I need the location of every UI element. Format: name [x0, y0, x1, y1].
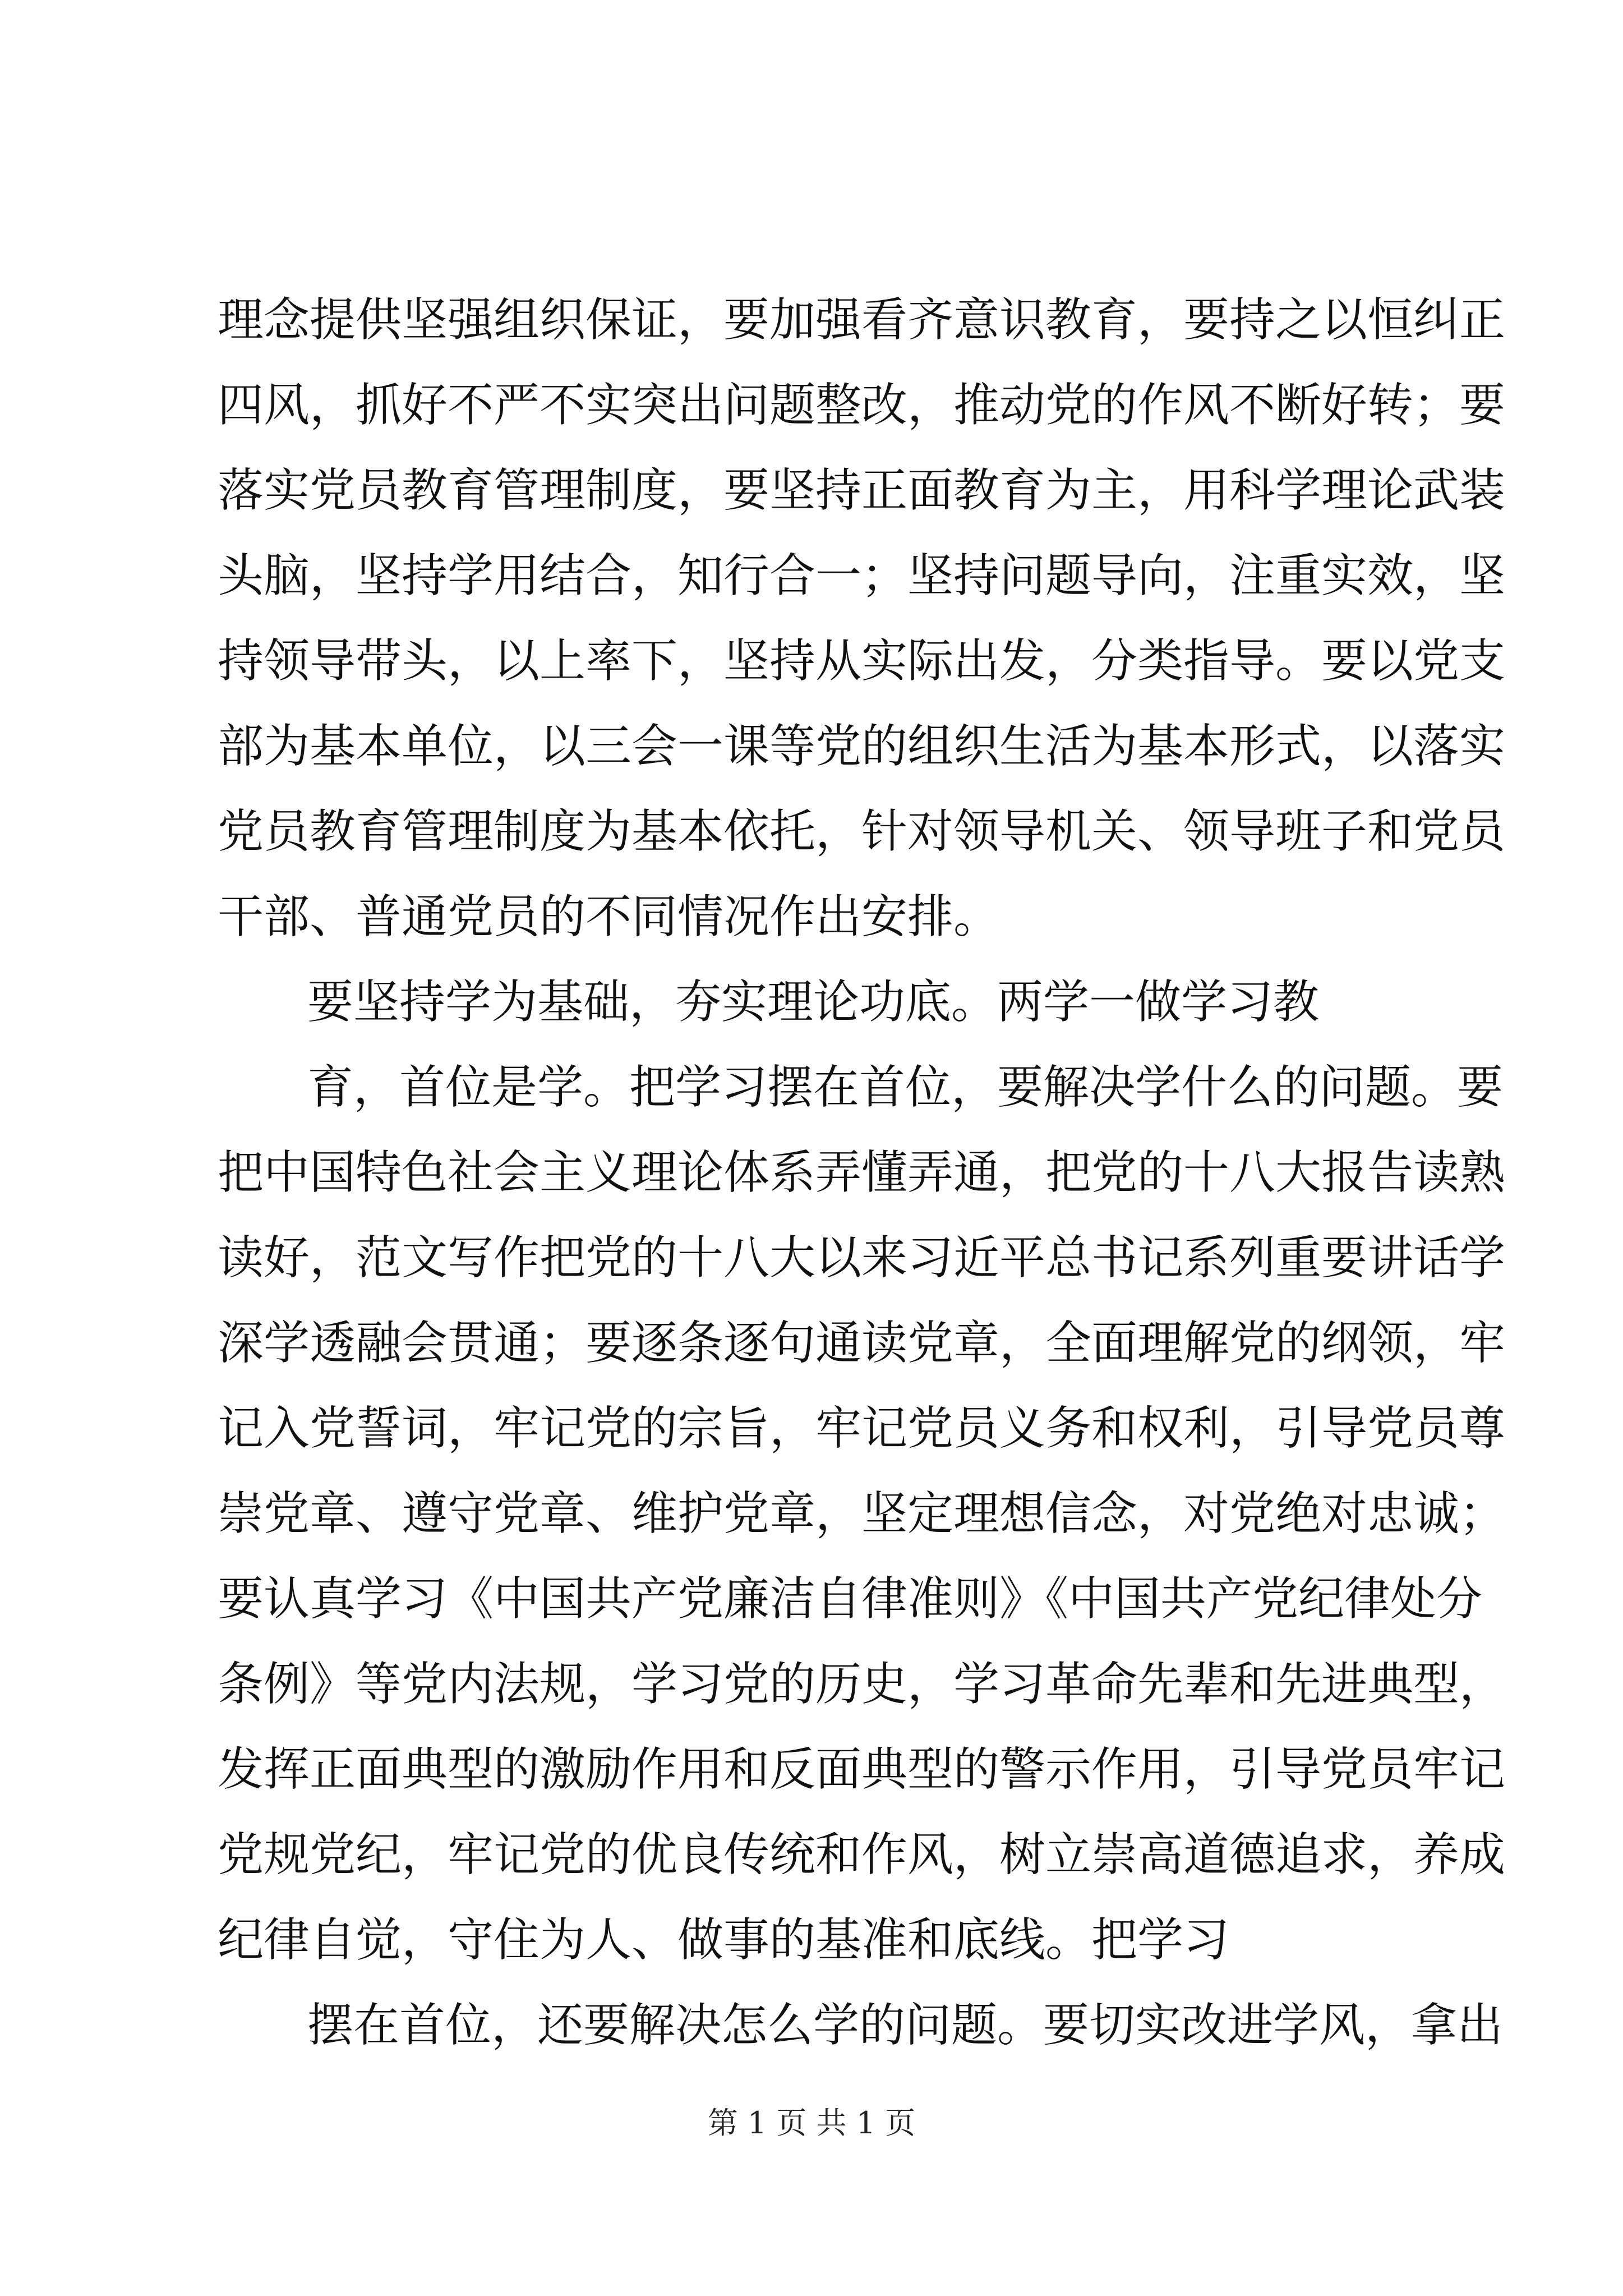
text-line-15: 崇党章、遵守党章、维护党章，坚定理想信念，对党绝对忠诚； — [218, 1487, 1506, 1540]
text-line-17: 条例》等党内法规，学习党的历史，学习革命先辈和先进典型， — [218, 1658, 1506, 1711]
text-line-11: 把中国特色社会主义理论体系弄懂弄通，把党的十八大报告读熟 — [218, 1146, 1506, 1199]
text-line-8: 干部、普通党员的不同情况作出安排。 — [218, 890, 1000, 944]
text-line-4: 头脑，坚持学用结合，知行合一；坚持问题导向，注重实效，坚 — [218, 549, 1506, 602]
page-number: 第 1 页 共 1 页 — [707, 2105, 916, 2141]
text-line-6: 部为基本单位，以三会一课等党的组织生活为基本形式，以落实 — [218, 720, 1506, 773]
text-line-9: 要坚持学为基础，夯实理论功底。两学一做学习教 — [307, 976, 1320, 1029]
text-line-18: 发挥正面典型的激励作用和反面典型的警示作用，引导党员牢记 — [218, 1743, 1506, 1796]
text-line-7: 党员教育管理制度为基本依托，针对领导机关、领导班子和党员 — [218, 805, 1506, 858]
text-line-16: 要认真学习《中国共产党廉洁自律准则》《中国共产党纪律处分 — [218, 1572, 1483, 1626]
text-line-20: 纪律自觉，守住为人、做事的基准和底线。把学习 — [218, 1913, 1230, 1967]
text-line-2: 四风，抓好不严不实突出问题整改，推动党的作风不断好转；要 — [218, 379, 1506, 432]
text-line-13: 深学透融会贯通；要逐条逐句通读党章，全面理解党的纲领，牢 — [218, 1317, 1506, 1370]
text-line-14: 记入党誓词，牢记党的宗旨，牢记党员义务和权利，引导党员尊 — [218, 1402, 1506, 1455]
text-line-1: 理念提供坚强组织保证，要加强看齐意识教育，要持之以恒纠正 — [218, 293, 1506, 347]
text-line-12: 读好，范文写作把党的十八大以来习近平总书记系列重要讲话学 — [218, 1231, 1506, 1285]
text-line-19: 党规党纪，牢记党的优良传统和作风，树立崇高道德追求，养成 — [218, 1828, 1506, 1881]
text-line-21: 摆在首位，还要解决怎么学的问题。要切实改进学风，拿出 — [307, 1999, 1504, 2052]
page-footer — [0, 2101, 1623, 2146]
text-line-5: 持领导带头，以上率下，坚持从实际出发，分类指导。要以党支 — [218, 634, 1506, 688]
text-line-3: 落实党员教育管理制度，要坚持正面教育为主，用科学理论武装 — [218, 464, 1506, 517]
text-line-10: 育，首位是学。把学习摆在首位，要解决学什么的问题。要 — [307, 1061, 1504, 1114]
